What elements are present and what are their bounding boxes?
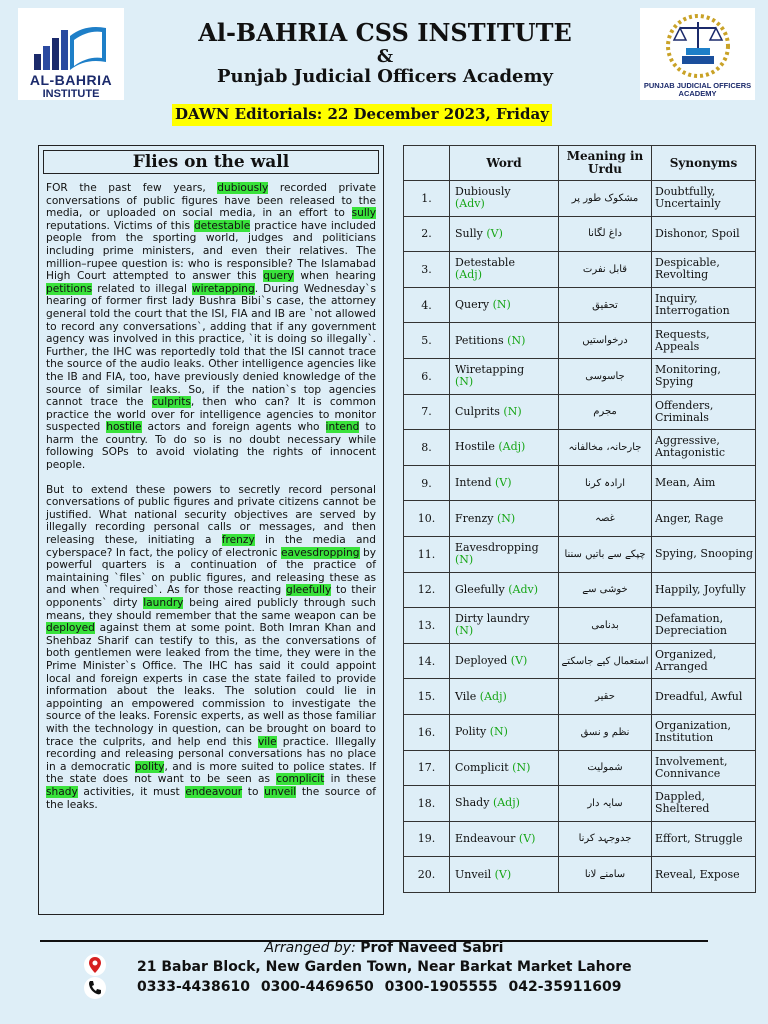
article-text: the source of the leaks. xyxy=(46,785,376,811)
row-number: 11. xyxy=(404,536,450,572)
table-row xyxy=(404,821,756,857)
article-text: related to illegal xyxy=(92,282,192,295)
row-number: 17. xyxy=(404,750,450,786)
word-text: Dirty laundry xyxy=(455,612,530,626)
synonyms: Happily, Joyfully xyxy=(652,572,756,608)
part-of-speech: (N) xyxy=(507,333,526,347)
part-of-speech: (V) xyxy=(494,867,512,881)
table-row xyxy=(404,394,756,430)
synonyms: Organized, Arranged xyxy=(652,643,756,679)
article-text: practice. Illegally recording and releasing personal conversations has no place in a democratic xyxy=(46,735,377,773)
word-text: Wiretapping xyxy=(455,363,525,377)
row-number: 4. xyxy=(404,287,450,323)
article-text: by powerful quarters is a continuation of the practice of maintaining `files` on public figures, and releasing these as and when `required`. As for those reacting xyxy=(46,546,376,597)
row-number: 3. xyxy=(404,252,450,288)
row-number: 12. xyxy=(404,572,450,608)
header-meaning: Meaning in Urdu xyxy=(559,146,652,181)
highlighted-word: wiretapping xyxy=(192,282,255,295)
row-number: 20. xyxy=(404,857,450,893)
urdu-meaning: درخواستیں xyxy=(559,323,652,359)
row-word xyxy=(450,323,559,359)
word-text: Frenzy xyxy=(455,511,494,525)
row-word xyxy=(450,430,559,466)
highlighted-word: hostile xyxy=(106,421,142,434)
row-number: 1. xyxy=(404,181,450,217)
table-row xyxy=(404,608,756,644)
part-of-speech: (V) xyxy=(486,226,503,240)
table-row xyxy=(404,216,756,252)
row-word xyxy=(450,358,559,394)
logo-left-name: AL-BAHRIA xyxy=(29,72,113,88)
row-word xyxy=(450,181,559,217)
table-row xyxy=(404,465,756,501)
part-of-speech: (N) xyxy=(489,725,508,739)
table-row xyxy=(404,786,756,822)
article-text: to harm the country. To do so is no doubt necessary while following SOPs to avoid violating the rights of innocent people. xyxy=(46,421,376,472)
part-of-speech: (N) xyxy=(497,511,516,525)
synonyms: Mean, Aim xyxy=(652,465,756,501)
row-word xyxy=(450,572,559,608)
editorial-article xyxy=(38,145,384,915)
synonyms: Inquiry, Interrogation xyxy=(652,287,756,323)
part-of-speech: (N) xyxy=(503,404,522,418)
synonyms: Anger, Rage xyxy=(652,501,756,537)
row-word xyxy=(450,679,559,715)
article-text: . During Wednesday`s hearing of former first lady Bushra Bibi`s case, the attorney general told the court that the ISI, FIA and IB are `not allowed to record any conversations`, adding that if any government agency was involved in this practice, `it is doing so illegally`. Further, the IHC was reportedly told that the ISI cannot trace the source of the audio leaks. Other intelligence agencies like the IB and FIA, too, have previously denied knowledge of the source of similar leaks. So, if the nation`s top agencies cannot trace the xyxy=(46,282,376,409)
part-of-speech: (N) xyxy=(455,553,474,567)
table-row xyxy=(404,358,756,394)
vocabulary-rows xyxy=(404,181,756,893)
urdu-meaning: جاسوسی xyxy=(559,358,652,394)
synonyms: Doubtfully, Uncertainly xyxy=(652,181,756,217)
word-text: Vile xyxy=(455,689,477,703)
highlighted-word: endeavour xyxy=(185,785,243,798)
part-of-speech: (Adv) xyxy=(455,197,485,211)
table-row xyxy=(404,750,756,786)
row-number: 7. xyxy=(404,394,450,430)
synonyms: Dappled, Sheltered xyxy=(652,786,756,822)
highlighted-word: eavesdropping xyxy=(281,546,360,559)
article-text: when hearing xyxy=(293,270,376,283)
word-text: Query xyxy=(455,298,490,312)
word-text: Eavesdropping xyxy=(455,541,539,555)
urdu-meaning: استعمال کیے جاسکتے xyxy=(559,643,652,679)
row-word xyxy=(450,857,559,893)
address-text: 21 Babar Block, New Garden Town, Near Barkat Market Lahore xyxy=(137,959,632,975)
highlighted-word: intend xyxy=(325,421,360,434)
part-of-speech: (N) xyxy=(455,624,474,638)
article-text: to their opponents` dirty xyxy=(46,584,376,609)
urdu-meaning: بدنامی xyxy=(559,608,652,644)
part-of-speech: (N) xyxy=(455,375,474,389)
row-number: 2. xyxy=(404,216,450,252)
synonyms: Dishonor, Spoil xyxy=(652,216,756,252)
row-word xyxy=(450,536,559,572)
scales-of-justice-icon xyxy=(660,10,736,80)
highlighted-word: frenzy xyxy=(221,534,255,547)
row-number: 19. xyxy=(404,821,450,857)
highlighted-word: culprits xyxy=(151,396,191,409)
synonyms: Defamation, Depreciation xyxy=(652,608,756,644)
article-text: , and is more suited to police states. If the state does not want to be seen as xyxy=(46,760,376,786)
table-row xyxy=(404,181,756,217)
urdu-meaning: قابل نفرت xyxy=(559,252,652,288)
synonyms: Requests, Appeals xyxy=(652,323,756,359)
part-of-speech: (Adj) xyxy=(492,796,520,810)
row-number: 9. xyxy=(404,465,450,501)
vocabulary-table xyxy=(403,145,756,893)
article-text: against them at some point. Both Imran Khan and Shehbaz Sharif can testify to this, as the conversations of both gentlemen were leaked from the time, they were in the Prime Minister`s Office. The IHC has said it could appoint local and foreign experts in case the state failed to provide information about the leaks. The solution could lie in appointing an empowered commission to investigate the source of the leaks. Forensic experts, as well as those familiar with the technology in question, can be brought on board to trace the culprits, and help end this xyxy=(46,622,376,748)
synonyms: Reveal, Expose xyxy=(652,857,756,893)
synonyms: Dreadful, Awful xyxy=(652,679,756,715)
highlighted-word: dubiously xyxy=(217,182,269,194)
table-row xyxy=(404,679,756,715)
urdu-meaning: تحقیق xyxy=(559,287,652,323)
synonyms: Monitoring, Spying xyxy=(652,358,756,394)
urdu-meaning: نظم و نسق xyxy=(559,714,652,750)
article-text: But to extend these powers to secretly record personal conversations of public figures and private citizens cannot be justified. What national security objectives are served by illegally recording personal calls or messages, and then releasing these, initiating a xyxy=(46,483,376,547)
urdu-meaning: ارادہ کرنا xyxy=(559,465,652,501)
table-row xyxy=(404,287,756,323)
article-text: activities, it must xyxy=(77,785,186,798)
synonyms: Effort, Struggle xyxy=(652,821,756,857)
row-number: 16. xyxy=(404,714,450,750)
row-number: 10. xyxy=(404,501,450,537)
word-text: Sully xyxy=(455,226,483,240)
table-row xyxy=(404,501,756,537)
row-word xyxy=(450,465,559,501)
article-text: in these xyxy=(324,773,376,786)
highlighted-word: complicit xyxy=(276,773,325,786)
urdu-meaning: شمولیت xyxy=(559,750,652,786)
al-bahria-logo xyxy=(18,8,124,100)
part-of-speech: (N) xyxy=(512,760,531,774)
highlighted-word: polity xyxy=(134,760,165,773)
article-title: Flies on the wall xyxy=(43,150,379,174)
table-header-row xyxy=(404,146,756,181)
location-pin-icon xyxy=(84,954,106,976)
urdu-meaning: جارحانہ، مخالفانہ xyxy=(559,430,652,466)
synonyms: Organization, Institution xyxy=(652,714,756,750)
header-synonyms: Synonyms xyxy=(652,146,756,181)
urdu-meaning: جدوجہد کرنا xyxy=(559,821,652,857)
logo-right-caption: PUNJAB JUDICIAL OFFICERS ACADEMY xyxy=(643,81,752,98)
urdu-meaning: سامنے لانا xyxy=(559,857,652,893)
urdu-meaning: مشکوک طور پر xyxy=(559,181,652,217)
synonyms: Despicable, Revolting xyxy=(652,252,756,288)
highlighted-word: laundry xyxy=(143,597,184,609)
row-word xyxy=(450,821,559,857)
highlighted-word: gleefully xyxy=(285,584,332,597)
word-text: Endeavour xyxy=(455,831,516,845)
article-paragraph-2 xyxy=(46,484,376,811)
row-number: 8. xyxy=(404,430,450,466)
synonyms: Offenders, Criminals xyxy=(652,394,756,430)
highlighted-word: vile xyxy=(258,735,277,748)
header-number xyxy=(404,146,450,181)
article-text: practice have included people from the sporting world, judges and politicians including prime ministers, and even their relatives. The million–rupee question is: who is responsible? The Islamabad High Court attempted to answer this xyxy=(46,219,376,283)
word-text: Polity xyxy=(455,725,487,739)
article-text: reputations. Victims of this xyxy=(46,219,194,232)
urdu-meaning: خوشی سے xyxy=(559,572,652,608)
part-of-speech: (V) xyxy=(518,831,536,845)
academy-title: Punjab Judicial Officers Academy xyxy=(216,66,554,87)
article-text: to xyxy=(242,785,265,798)
table-row xyxy=(404,643,756,679)
part-of-speech: (Adj) xyxy=(498,440,526,454)
word-text: Culprits xyxy=(455,404,500,418)
highlighted-word: query xyxy=(263,270,294,283)
article-text: being aired publicly through such means, they should remember that the same weapon can be xyxy=(46,597,376,622)
table-row xyxy=(404,536,756,572)
part-of-speech: (Adj) xyxy=(479,689,507,703)
part-of-speech: (V) xyxy=(495,476,512,490)
row-word xyxy=(450,501,559,537)
urdu-meaning: مجرم xyxy=(559,394,652,430)
highlighted-word: shady xyxy=(46,785,78,798)
article-text: recorded private conversations of public figures have been released to the media, or uploaded on social media, in an effort to xyxy=(46,182,376,220)
ampersand: & xyxy=(376,46,394,67)
row-word xyxy=(450,714,559,750)
word-text: Petitions xyxy=(455,333,504,347)
row-word xyxy=(450,216,559,252)
word-text: Gleefully xyxy=(455,582,505,596)
book-bars-logo-icon xyxy=(30,16,110,74)
word-text: Dubiously xyxy=(455,185,511,199)
synonyms: Aggressive, Antagonistic xyxy=(652,430,756,466)
urdu-meaning: حقیر xyxy=(559,679,652,715)
word-text: Deployed xyxy=(455,654,508,668)
logo-left-sub: INSTITUTE xyxy=(42,88,100,100)
part-of-speech: (N) xyxy=(492,298,511,312)
article-text: actors and foreign agents who xyxy=(141,421,326,434)
table-row xyxy=(404,323,756,359)
table-row xyxy=(404,714,756,750)
table-row xyxy=(404,252,756,288)
article-body xyxy=(46,182,376,823)
urdu-meaning: سایہ دار xyxy=(559,786,652,822)
part-of-speech: (Adv) xyxy=(508,582,539,596)
row-number: 18. xyxy=(404,786,450,822)
institute-title: Al-BAHRIA CSS INSTITUTE xyxy=(198,18,572,47)
table-row xyxy=(404,430,756,466)
arranged-by xyxy=(0,940,768,956)
row-number: 15. xyxy=(404,679,450,715)
row-word xyxy=(450,252,559,288)
table-row xyxy=(404,857,756,893)
row-number: 14. xyxy=(404,643,450,679)
row-word xyxy=(450,287,559,323)
part-of-speech: (V) xyxy=(510,654,528,668)
row-word xyxy=(450,643,559,679)
urdu-meaning: داغ لگانا xyxy=(559,216,652,252)
phone-icon xyxy=(84,977,106,999)
highlighted-word: unveil xyxy=(264,785,297,798)
highlighted-word: sully xyxy=(351,207,376,220)
word-text: Hostile xyxy=(455,440,495,454)
word-text: Unveil xyxy=(455,867,492,881)
article-text: in the media and cyberspace? In fact, the policy of electronic xyxy=(46,534,376,559)
article-text: , then who can? It is common practice the world over for intelligence agencies to monitor suspected xyxy=(46,396,376,434)
table-row xyxy=(404,572,756,608)
highlighted-word: deployed xyxy=(46,622,95,635)
article-paragraph-1 xyxy=(46,182,376,472)
row-word xyxy=(450,608,559,644)
synonyms: Spying, Snooping xyxy=(652,536,756,572)
row-word xyxy=(450,786,559,822)
highlighted-word: petitions xyxy=(46,282,93,295)
urdu-meaning: چپکے سے باتیں سننا xyxy=(559,536,652,572)
phone-numbers: 0333-4438610 0300-4469650 0300-1905555 042-35911609 xyxy=(137,979,622,995)
article-text: FOR the past few years, xyxy=(46,182,218,194)
arranged-name: Prof Naveed Sabri xyxy=(360,940,504,956)
row-number: 5. xyxy=(404,323,450,359)
row-word xyxy=(450,750,559,786)
judicial-academy-logo xyxy=(640,8,755,100)
synonyms: Involvement, Connivance xyxy=(652,750,756,786)
header-word: Word xyxy=(450,146,559,181)
urdu-meaning: غصہ xyxy=(559,501,652,537)
highlighted-word: detestable xyxy=(193,219,251,232)
row-word xyxy=(450,394,559,430)
word-text: Shady xyxy=(455,796,490,810)
part-of-speech: (Adj) xyxy=(455,268,482,282)
row-number: 6. xyxy=(404,358,450,394)
word-text: Intend xyxy=(455,476,492,490)
word-text: Complicit xyxy=(455,760,509,774)
arranged-label: Arranged by: xyxy=(264,940,356,956)
row-number: 13. xyxy=(404,608,450,644)
word-text: Detestable xyxy=(455,256,515,270)
editorial-date-banner: DAWN Editorials: 22 December 2023, Friday xyxy=(172,104,552,126)
